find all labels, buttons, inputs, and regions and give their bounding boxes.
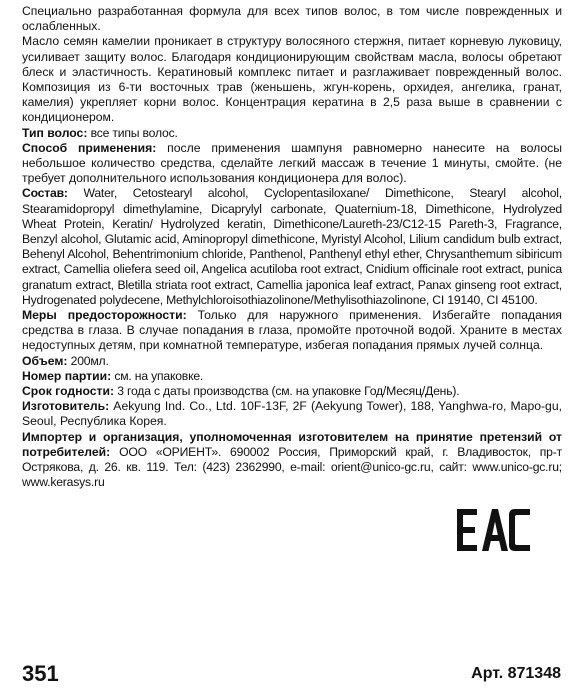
manufacturer-label: Изготовитель: bbox=[22, 399, 110, 414]
importer-paragraph bbox=[22, 430, 562, 491]
article-number: Арт. 871348 bbox=[471, 665, 561, 682]
batch-value: см. на упаковке. bbox=[111, 368, 204, 383]
precautions-paragraph bbox=[22, 308, 562, 354]
volume-value: 200мл. bbox=[67, 353, 109, 368]
precautions-value: Только для наружного применения. Избегайте попадания средства в глаза. В случае попадания в глаза, промойте проточной водой. Храните в местах недоступных детям, при комнатной температуре, избегая попадания прямых лучей солнца. bbox=[22, 308, 562, 353]
batch-line bbox=[22, 369, 442, 384]
label-text bbox=[22, 4, 562, 491]
hair-type-value: все типы волос. bbox=[87, 125, 178, 140]
volume-label: Объем: bbox=[22, 353, 68, 368]
usage-value: после применения шампуня равномерно нанесите на волосы небольшое количество средства, сделайте легкий массаж в течение 1 минуты, смойте. (не требует дополнительного использования кондиционера для волос). bbox=[22, 140, 562, 186]
manufacturer-value: Aekyung Ind. Co., Ltd. 10F-13F, 2F (Aekyung Tower), 188, Yanghwa-ro, Mapo-gu, Seoul, Республика Корея. bbox=[22, 399, 562, 429]
volume-line bbox=[22, 354, 442, 369]
description-paragraph: Масло семян камелии проникает в структуру волосяного стержня, питает корневую луковицу, усиливает защиту волос. Благодаря кондиционирующим свойствам масла, волосы обретают блеск и эластичность. Кератиновый комплекс питает и разглаживает поврежденный волос. Композиция из 6-ти восточных трав (женьшень, жгун-корень, орхидея, ангелика, гранат, камелия) укрепляет корни волос. Концентрация кератина в 2,5 раза выше в сравнении с кондиционером. bbox=[22, 34, 562, 125]
usage-paragraph bbox=[22, 141, 562, 187]
shelf-life-line bbox=[22, 384, 562, 399]
shelf-life-value: 3 года с даты производства (см. на упаковке Год/Месяц/День). bbox=[114, 384, 460, 399]
eac-mark-icon bbox=[455, 507, 533, 553]
composition-value: Water, Cetostearyl alcohol, Cyclopentasiloxane/ Dimethicone, Stearyl alcohol, Stearamidopropyl dimethylamine, Dicaprylyl carbonate, Quaternium-18, Dimethicone, Hydrolyzed Wheat Protein, Keratin/ Hydrolyzed keratin, Dimethicone/Laureth-23/C12-15 Pareth-3, Fragrance, Benzyl alcohol, Glutamic acid, Aminopropyl dimethicone, Myristyl Alcohol, Lilium candidum bulb extract, Behenyl Alcohol, Behentrimonium chloride, Panthenol, Panthenyl ethyl ether, Chrysanthemum sibiricum extract, Camellia oliefera seed oil, Angelica acutiloba root extract, Cnidium officinale root extract, punica granatum extract, Bletilla striata root extract, Camellia japonica leaf extract, Panax ginseng root extract, Hydrogenated polydecene, Methylchloroisothiazolinone/Methylisothiazolinone, CI 19140, CI 45100. bbox=[22, 186, 562, 307]
page-number: 351 bbox=[22, 661, 59, 686]
shelf-life-label: Срок годности: bbox=[22, 384, 115, 399]
intro-paragraph: Специально разработанная формула для всех типов волос, в том числе поврежденных и ослабленных. bbox=[22, 4, 562, 34]
hair-type-label: Тип волос: bbox=[22, 125, 88, 140]
usage-label: Способ применения: bbox=[22, 140, 157, 155]
composition-label: Состав: bbox=[22, 186, 68, 201]
importer-label: Импортер и организация, уполномоченная изготовителем на принятие претензий от потребителей: bbox=[22, 429, 562, 459]
composition-paragraph bbox=[22, 186, 562, 308]
precautions-label: Меры предосторожности: bbox=[22, 308, 187, 323]
hair-type-line bbox=[22, 126, 562, 141]
manufacturer-paragraph bbox=[22, 399, 562, 429]
batch-label: Номер партии: bbox=[22, 368, 112, 383]
importer-value: ООО «ОРИЕНТ». 690002 Россия, Приморский край, г. Владивосток, пр-т Острякова, д. 26. кв. 119. Тел: (423) 2362990, e-mail: orient@unico-gc.ru, сайт: www.unico-gc.ru; www.kerasys.ru bbox=[22, 444, 562, 490]
